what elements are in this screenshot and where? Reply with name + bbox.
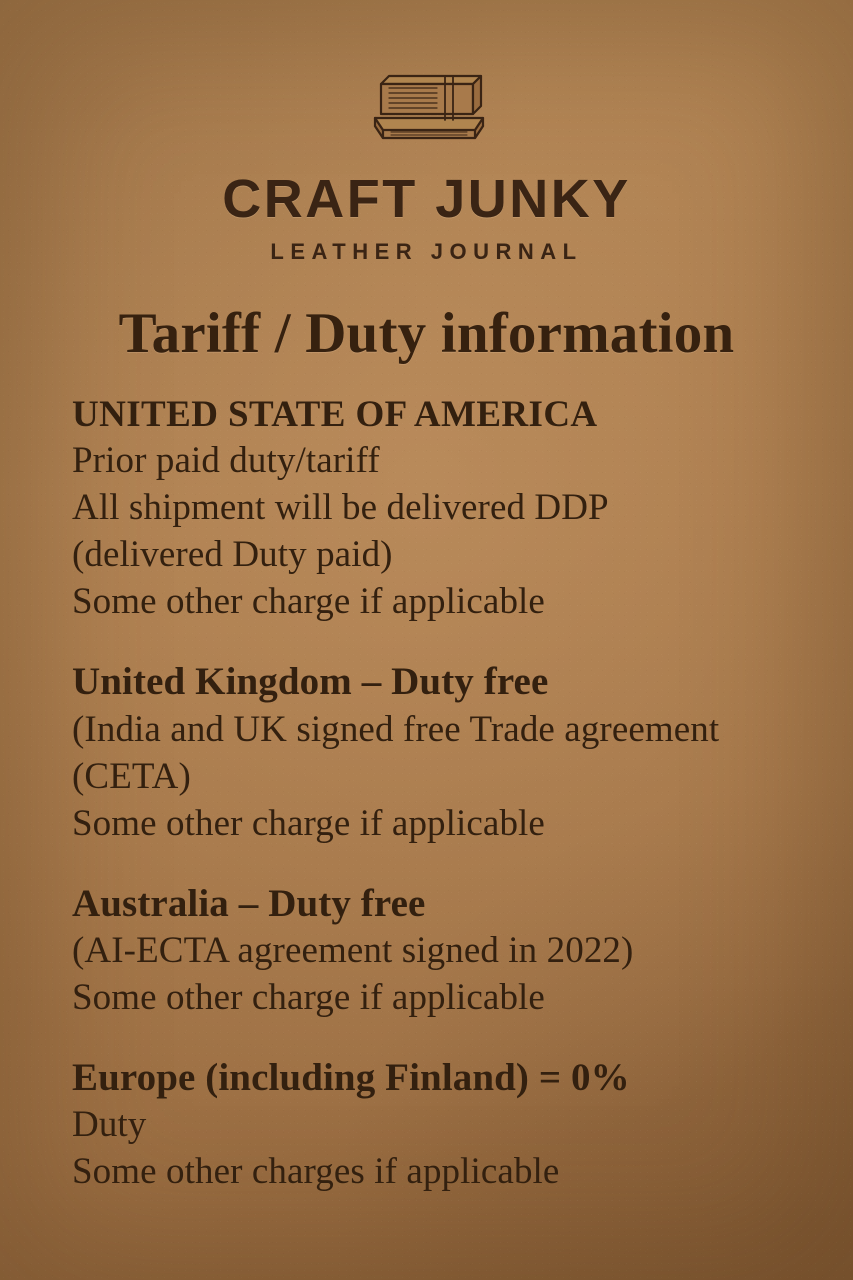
section-line: (delivered Duty paid) [72, 534, 393, 576]
section-line: Prior paid duty/tariff [72, 440, 380, 482]
tariff-sections [0, 394, 853, 1196]
section-line: Some other charge if applicable [72, 802, 545, 844]
section-heading: Australia – Duty free [72, 881, 426, 925]
tariff-section-australia [72, 882, 819, 1022]
section-line: (India and UK signed free Trade agreement [72, 708, 720, 750]
tariff-section-europe [72, 1056, 819, 1196]
section-line: Some other charge if applicable [72, 581, 545, 623]
section-line: (CETA) [72, 755, 191, 797]
tariff-section-united-kingdom [72, 660, 819, 847]
leather-journal-stack-icon [357, 62, 497, 158]
section-heading: Europe (including Finland) = 0% [72, 1056, 630, 1100]
page-title: Tariff / Duty information [118, 302, 735, 366]
brand-header [0, 0, 853, 265]
section-line: Some other charge if applicable [72, 977, 545, 1019]
section-heading: United Kingdom – Duty free [72, 660, 549, 704]
section-heading: UNITED STATE OF AMERICA [72, 394, 598, 436]
section-line: (AI-ECTA agreement signed in 2022) [72, 930, 634, 972]
section-line: Some other charges if applicable [72, 1151, 560, 1193]
section-line: Duty [72, 1104, 147, 1146]
tariff-section-usa [72, 394, 819, 626]
brand-name: CRAFT JUNKY [222, 169, 631, 229]
brand-subtitle: LEATHER JOURNAL [270, 239, 583, 265]
section-line: All shipment will be delivered DDP [72, 487, 609, 529]
